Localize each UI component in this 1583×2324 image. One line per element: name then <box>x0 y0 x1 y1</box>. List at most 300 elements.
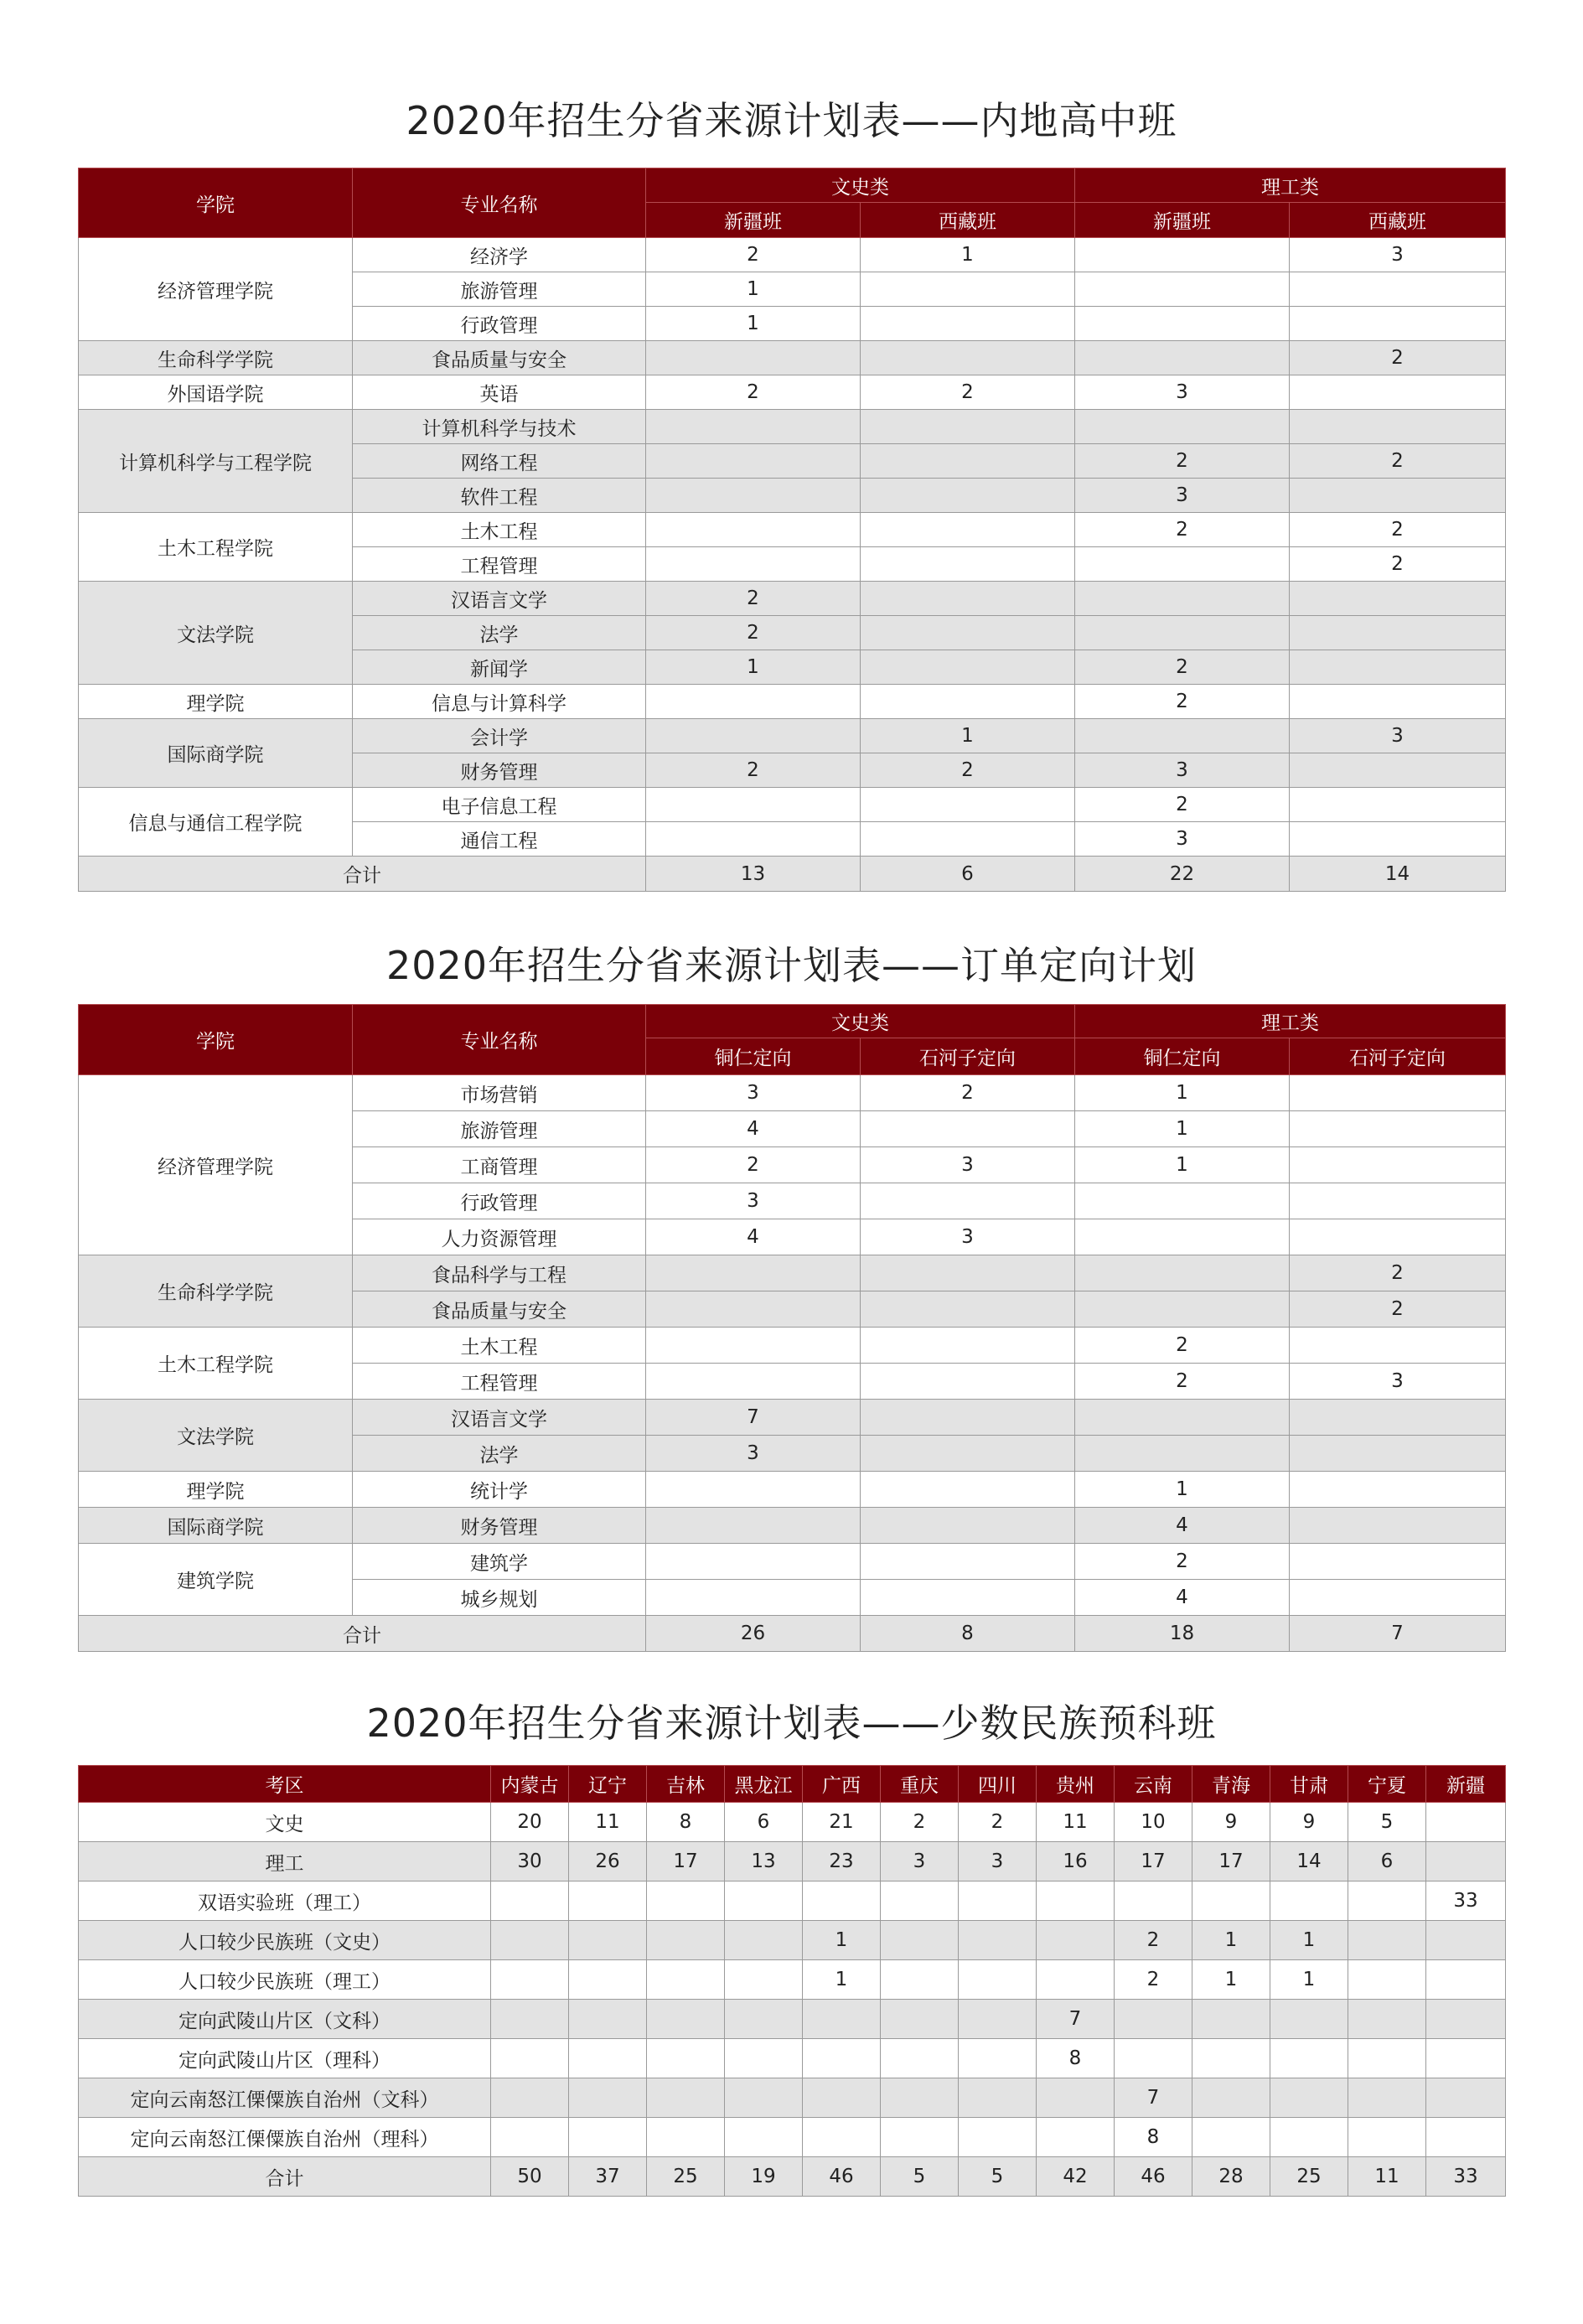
category-cell: 定向武陵山片区（文科） <box>79 2000 491 2039</box>
major-cell: 汉语言文学 <box>353 582 646 616</box>
value-cell: 4 <box>1075 1580 1290 1616</box>
value-cell <box>1115 1881 1192 1921</box>
value-cell: 5 <box>881 2157 959 2197</box>
value-cell: 8 <box>1115 2118 1192 2157</box>
value-cell <box>1037 1960 1115 2000</box>
table-row <box>79 1803 1506 1842</box>
major-cell: 城乡规划 <box>353 1580 646 1616</box>
value-cell <box>1192 2078 1270 2118</box>
header-region: 吉林 <box>647 1766 725 1803</box>
table-row <box>79 1508 1506 1544</box>
value-cell <box>491 2000 569 2039</box>
category-cell: 人口较少民族班（文史） <box>79 1921 491 1960</box>
college-cell: 建筑学院 <box>79 1544 353 1616</box>
major-cell: 旅游管理 <box>353 1111 646 1147</box>
college-cell: 生命科学学院 <box>79 341 353 375</box>
value-cell <box>959 2000 1037 2039</box>
value-cell: 2 <box>646 375 861 410</box>
major-cell: 工程管理 <box>353 1364 646 1400</box>
major-cell: 土木工程 <box>353 513 646 547</box>
major-cell: 食品科学与工程 <box>353 1255 646 1291</box>
header-ligong: 理工类 <box>1075 168 1506 203</box>
value-cell: 8 <box>1037 2039 1115 2078</box>
value-cell <box>803 2078 881 2118</box>
value-cell <box>491 1881 569 1921</box>
header-sub: 石河子定向 <box>1290 1038 1506 1075</box>
table-row <box>79 1842 1506 1881</box>
college-cell: 外国语学院 <box>79 375 353 410</box>
value-cell <box>1290 650 1506 685</box>
total-row <box>79 1616 1506 1652</box>
total-value: 6 <box>861 857 1075 892</box>
value-cell <box>1075 1436 1290 1472</box>
value-cell: 2 <box>1115 1960 1192 2000</box>
value-cell <box>1426 2118 1506 2157</box>
college-cell: 经济管理学院 <box>79 238 353 341</box>
major-cell: 汉语言文学 <box>353 1400 646 1436</box>
value-cell <box>491 1921 569 1960</box>
header-region: 甘肃 <box>1270 1766 1348 1803</box>
table-row <box>79 1921 1506 1960</box>
major-cell: 市场营销 <box>353 1075 646 1111</box>
table-row <box>79 2118 1506 2157</box>
value-cell <box>1290 616 1506 650</box>
header-ligong: 理工类 <box>1075 1005 1506 1038</box>
college-cell: 文法学院 <box>79 1400 353 1472</box>
value-cell <box>1348 1881 1426 1921</box>
value-cell <box>1290 685 1506 719</box>
table2-title: 2020年招生分省来源计划表——订单定向计划 <box>385 943 1198 988</box>
value-cell: 19 <box>725 2157 803 2197</box>
value-cell: 46 <box>803 2157 881 2197</box>
value-cell <box>1290 582 1506 616</box>
value-cell: 2 <box>861 1075 1075 1111</box>
value-cell <box>1075 238 1290 272</box>
total-label: 合计 <box>79 1616 646 1652</box>
college-cell: 生命科学学院 <box>79 1255 353 1328</box>
value-cell: 3 <box>1290 238 1506 272</box>
value-cell <box>1290 410 1506 444</box>
total-value: 18 <box>1075 1616 1290 1652</box>
value-cell: 1 <box>1075 1111 1290 1147</box>
value-cell <box>1037 2118 1115 2157</box>
value-cell <box>646 1328 861 1364</box>
value-cell: 1 <box>646 272 861 307</box>
total-value: 26 <box>646 1616 861 1652</box>
value-cell <box>1290 1147 1506 1183</box>
value-cell: 3 <box>1290 719 1506 753</box>
value-cell: 3 <box>881 1842 959 1881</box>
value-cell: 2 <box>1290 444 1506 479</box>
value-cell <box>725 1960 803 2000</box>
value-cell: 2 <box>861 375 1075 410</box>
header-region: 考区 <box>79 1766 491 1803</box>
value-cell <box>646 685 861 719</box>
total-value: 7 <box>1290 1616 1506 1652</box>
value-cell <box>646 444 861 479</box>
value-cell <box>1290 1580 1506 1616</box>
value-cell: 6 <box>1348 1842 1426 1881</box>
value-cell: 5 <box>1348 1803 1426 1842</box>
major-cell: 新闻学 <box>353 650 646 685</box>
major-cell: 财务管理 <box>353 753 646 788</box>
value-cell <box>881 1960 959 2000</box>
table-row <box>79 2078 1506 2118</box>
header-region: 贵州 <box>1037 1766 1115 1803</box>
value-cell <box>491 2118 569 2157</box>
header-major: 专业名称 <box>353 168 646 238</box>
value-cell <box>861 1111 1075 1147</box>
value-cell <box>861 788 1075 822</box>
category-cell: 合计 <box>79 2157 491 2197</box>
value-cell: 1 <box>1192 1960 1270 2000</box>
major-cell: 计算机科学与技术 <box>353 410 646 444</box>
value-cell <box>1290 479 1506 513</box>
value-cell <box>647 1921 725 1960</box>
value-cell: 2 <box>881 1803 959 1842</box>
major-cell: 电子信息工程 <box>353 788 646 822</box>
value-cell <box>1270 2039 1348 2078</box>
header-sub: 铜仁定向 <box>646 1038 861 1075</box>
header-region: 宁夏 <box>1348 1766 1426 1803</box>
value-cell <box>1290 375 1506 410</box>
value-cell <box>646 1364 861 1400</box>
header-region: 云南 <box>1115 1766 1192 1803</box>
value-cell <box>861 1436 1075 1472</box>
value-cell <box>861 307 1075 341</box>
college-cell: 理学院 <box>79 1472 353 1508</box>
header-region: 四川 <box>959 1766 1037 1803</box>
value-cell: 7 <box>1037 2000 1115 2039</box>
value-cell: 2 <box>1075 1328 1290 1364</box>
value-cell <box>1075 1400 1290 1436</box>
value-cell: 11 <box>569 1803 647 1842</box>
value-cell: 11 <box>1037 1803 1115 1842</box>
order-directed-plan-table <box>78 1004 1506 1652</box>
value-cell <box>959 2078 1037 2118</box>
major-cell: 经济学 <box>353 238 646 272</box>
college-cell: 土木工程学院 <box>79 1328 353 1400</box>
value-cell <box>1075 1255 1290 1291</box>
value-cell <box>1290 1508 1506 1544</box>
total-value: 13 <box>646 857 861 892</box>
table-row <box>79 410 1506 444</box>
major-cell: 通信工程 <box>353 822 646 857</box>
value-cell: 1 <box>1192 1921 1270 1960</box>
value-cell <box>1290 272 1506 307</box>
major-cell: 英语 <box>353 375 646 410</box>
value-cell: 17 <box>1192 1842 1270 1881</box>
value-cell: 2 <box>1075 650 1290 685</box>
value-cell: 13 <box>725 1842 803 1881</box>
value-cell: 4 <box>646 1111 861 1147</box>
value-cell <box>1075 616 1290 650</box>
major-cell: 行政管理 <box>353 1183 646 1219</box>
value-cell <box>1037 1921 1115 1960</box>
value-cell: 2 <box>959 1803 1037 1842</box>
value-cell <box>1270 2000 1348 2039</box>
table-row <box>79 1472 1506 1508</box>
value-cell <box>1115 2000 1192 2039</box>
value-cell <box>1192 2118 1270 2157</box>
value-cell <box>647 2118 725 2157</box>
value-cell: 9 <box>1270 1803 1348 1842</box>
value-cell: 3 <box>646 1075 861 1111</box>
value-cell: 2 <box>1290 341 1506 375</box>
value-cell <box>861 341 1075 375</box>
value-cell <box>881 2078 959 2118</box>
value-cell: 11 <box>1348 2157 1426 2197</box>
value-cell <box>861 650 1075 685</box>
value-cell <box>1115 2039 1192 2078</box>
table-row <box>79 1400 1506 1436</box>
value-cell: 2 <box>1075 788 1290 822</box>
value-cell: 1 <box>803 1960 881 2000</box>
value-cell <box>1290 1472 1506 1508</box>
major-cell: 食品质量与安全 <box>353 1291 646 1328</box>
value-cell: 1 <box>1075 1472 1290 1508</box>
value-cell: 3 <box>861 1219 1075 1255</box>
major-cell: 会计学 <box>353 719 646 753</box>
value-cell: 2 <box>646 616 861 650</box>
value-cell: 2 <box>1115 1921 1192 1960</box>
value-cell <box>1075 272 1290 307</box>
value-cell <box>647 1960 725 2000</box>
value-cell <box>959 2039 1037 2078</box>
value-cell <box>861 1544 1075 1580</box>
value-cell: 2 <box>1290 513 1506 547</box>
table-row <box>79 2000 1506 2039</box>
value-cell <box>569 1881 647 1921</box>
value-cell: 42 <box>1037 2157 1115 2197</box>
major-cell: 人力资源管理 <box>353 1219 646 1255</box>
value-cell <box>725 2039 803 2078</box>
value-cell: 3 <box>959 1842 1037 1881</box>
table-row <box>79 238 1506 272</box>
value-cell <box>646 1255 861 1291</box>
value-cell: 2 <box>1075 444 1290 479</box>
major-cell: 行政管理 <box>353 307 646 341</box>
category-cell: 文史 <box>79 1803 491 1842</box>
major-cell: 建筑学 <box>353 1544 646 1580</box>
total-row <box>79 857 1506 892</box>
value-cell: 46 <box>1115 2157 1192 2197</box>
value-cell <box>1290 753 1506 788</box>
college-cell: 计算机科学与工程学院 <box>79 410 353 513</box>
value-cell: 26 <box>569 1842 647 1881</box>
value-cell <box>1290 1436 1506 1472</box>
value-cell <box>959 1960 1037 2000</box>
value-cell: 33 <box>1426 1881 1506 1921</box>
value-cell <box>725 1921 803 1960</box>
value-cell <box>1075 1291 1290 1328</box>
value-cell <box>646 479 861 513</box>
value-cell <box>646 410 861 444</box>
value-cell <box>1290 822 1506 857</box>
value-cell <box>1426 1842 1506 1881</box>
table-row <box>79 685 1506 719</box>
value-cell <box>1348 2039 1426 2078</box>
value-cell <box>1037 1881 1115 1921</box>
ethnic-preparatory-plan-table <box>78 1765 1506 2197</box>
value-cell <box>1290 1328 1506 1364</box>
header-college: 学院 <box>79 168 353 238</box>
value-cell <box>1290 1183 1506 1219</box>
value-cell: 23 <box>803 1842 881 1881</box>
value-cell: 1 <box>646 307 861 341</box>
value-cell: 1 <box>1075 1147 1290 1183</box>
value-cell <box>1075 307 1290 341</box>
value-cell <box>881 2039 959 2078</box>
value-cell <box>646 513 861 547</box>
header-region: 青海 <box>1192 1766 1270 1803</box>
value-cell: 4 <box>1075 1508 1290 1544</box>
value-cell <box>569 1921 647 1960</box>
value-cell <box>803 2000 881 2039</box>
value-cell: 3 <box>646 1436 861 1472</box>
value-cell: 33 <box>1426 2157 1506 2197</box>
value-cell <box>569 1960 647 2000</box>
table-row <box>79 1328 1506 1364</box>
value-cell <box>1075 547 1290 582</box>
header-wenshi: 文史类 <box>646 1005 1075 1038</box>
value-cell <box>725 2000 803 2039</box>
header-sub: 西藏班 <box>861 203 1075 238</box>
value-cell <box>646 341 861 375</box>
value-cell <box>1290 1075 1506 1111</box>
header-region: 黑龙江 <box>725 1766 803 1803</box>
value-cell <box>861 513 1075 547</box>
value-cell: 8 <box>647 1803 725 1842</box>
college-cell: 国际商学院 <box>79 1508 353 1544</box>
major-cell: 财务管理 <box>353 1508 646 1544</box>
value-cell <box>1290 1219 1506 1255</box>
value-cell <box>647 1881 725 1921</box>
value-cell <box>1290 1544 1506 1580</box>
value-cell <box>861 1291 1075 1328</box>
value-cell: 1 <box>803 1921 881 1960</box>
value-cell: 7 <box>1115 2078 1192 2118</box>
value-cell <box>647 2000 725 2039</box>
value-cell <box>881 2000 959 2039</box>
value-cell <box>1270 1881 1348 1921</box>
value-cell <box>646 547 861 582</box>
header-college: 学院 <box>79 1005 353 1075</box>
table-row <box>79 2039 1506 2078</box>
value-cell <box>646 1580 861 1616</box>
value-cell <box>1270 2118 1348 2157</box>
value-cell: 3 <box>1075 479 1290 513</box>
table-row <box>79 341 1506 375</box>
table-row <box>79 375 1506 410</box>
value-cell: 3 <box>1075 753 1290 788</box>
value-cell: 2 <box>646 1147 861 1183</box>
value-cell <box>861 1580 1075 1616</box>
inland-high-school-plan-table <box>78 168 1506 892</box>
value-cell <box>881 1881 959 1921</box>
value-cell: 37 <box>569 2157 647 2197</box>
value-cell <box>959 1881 1037 1921</box>
value-cell <box>861 1472 1075 1508</box>
major-cell: 食品质量与安全 <box>353 341 646 375</box>
value-cell <box>1348 2078 1426 2118</box>
value-cell: 50 <box>491 2157 569 2197</box>
value-cell <box>959 1921 1037 1960</box>
total-value: 8 <box>861 1616 1075 1652</box>
value-cell: 2 <box>646 582 861 616</box>
college-cell: 国际商学院 <box>79 719 353 788</box>
value-cell <box>1290 307 1506 341</box>
table-row <box>79 719 1506 753</box>
header-sub: 铜仁定向 <box>1075 1038 1290 1075</box>
value-cell: 30 <box>491 1842 569 1881</box>
value-cell <box>1290 788 1506 822</box>
value-cell <box>1348 2000 1426 2039</box>
header-region: 重庆 <box>881 1766 959 1803</box>
value-cell <box>861 582 1075 616</box>
value-cell <box>725 2118 803 2157</box>
value-cell <box>647 2078 725 2118</box>
value-cell <box>959 2118 1037 2157</box>
category-cell: 定向云南怒江傈僳族自治州（理科） <box>79 2118 491 2157</box>
total-label: 合计 <box>79 857 646 892</box>
value-cell <box>1192 1881 1270 1921</box>
category-cell: 人口较少民族班（理工） <box>79 1960 491 2000</box>
value-cell: 1 <box>1270 1960 1348 2000</box>
value-cell: 9 <box>1192 1803 1270 1842</box>
value-cell: 1 <box>1075 1075 1290 1111</box>
total-value: 22 <box>1075 857 1290 892</box>
value-cell <box>861 1364 1075 1400</box>
category-cell: 定向武陵山片区（理科） <box>79 2039 491 2078</box>
table-row <box>79 1881 1506 1921</box>
value-cell <box>569 2000 647 2039</box>
value-cell <box>569 2118 647 2157</box>
value-cell <box>491 2078 569 2118</box>
value-cell <box>1270 2078 1348 2118</box>
major-cell: 法学 <box>353 1436 646 1472</box>
value-cell: 3 <box>1075 822 1290 857</box>
value-cell <box>881 1921 959 1960</box>
value-cell: 2 <box>1290 1291 1506 1328</box>
value-cell: 2 <box>1075 1364 1290 1400</box>
value-cell <box>1426 1960 1506 2000</box>
header-region: 辽宁 <box>569 1766 647 1803</box>
header-sub: 西藏班 <box>1290 203 1506 238</box>
value-cell: 20 <box>491 1803 569 1842</box>
category-cell: 理工 <box>79 1842 491 1881</box>
value-cell <box>1348 1960 1426 2000</box>
value-cell <box>861 1255 1075 1291</box>
value-cell <box>861 272 1075 307</box>
table-row <box>79 1075 1506 1111</box>
value-cell <box>646 719 861 753</box>
value-cell <box>861 1508 1075 1544</box>
header-region: 新疆 <box>1426 1766 1506 1803</box>
value-cell: 2 <box>646 238 861 272</box>
value-cell <box>881 2118 959 2157</box>
table-row <box>79 513 1506 547</box>
value-cell <box>646 1508 861 1544</box>
value-cell: 3 <box>1290 1364 1506 1400</box>
major-cell: 网络工程 <box>353 444 646 479</box>
value-cell <box>725 2078 803 2118</box>
value-cell <box>1426 1803 1506 1842</box>
value-cell: 1 <box>646 650 861 685</box>
value-cell: 4 <box>646 1219 861 1255</box>
value-cell <box>861 1400 1075 1436</box>
value-cell <box>646 822 861 857</box>
